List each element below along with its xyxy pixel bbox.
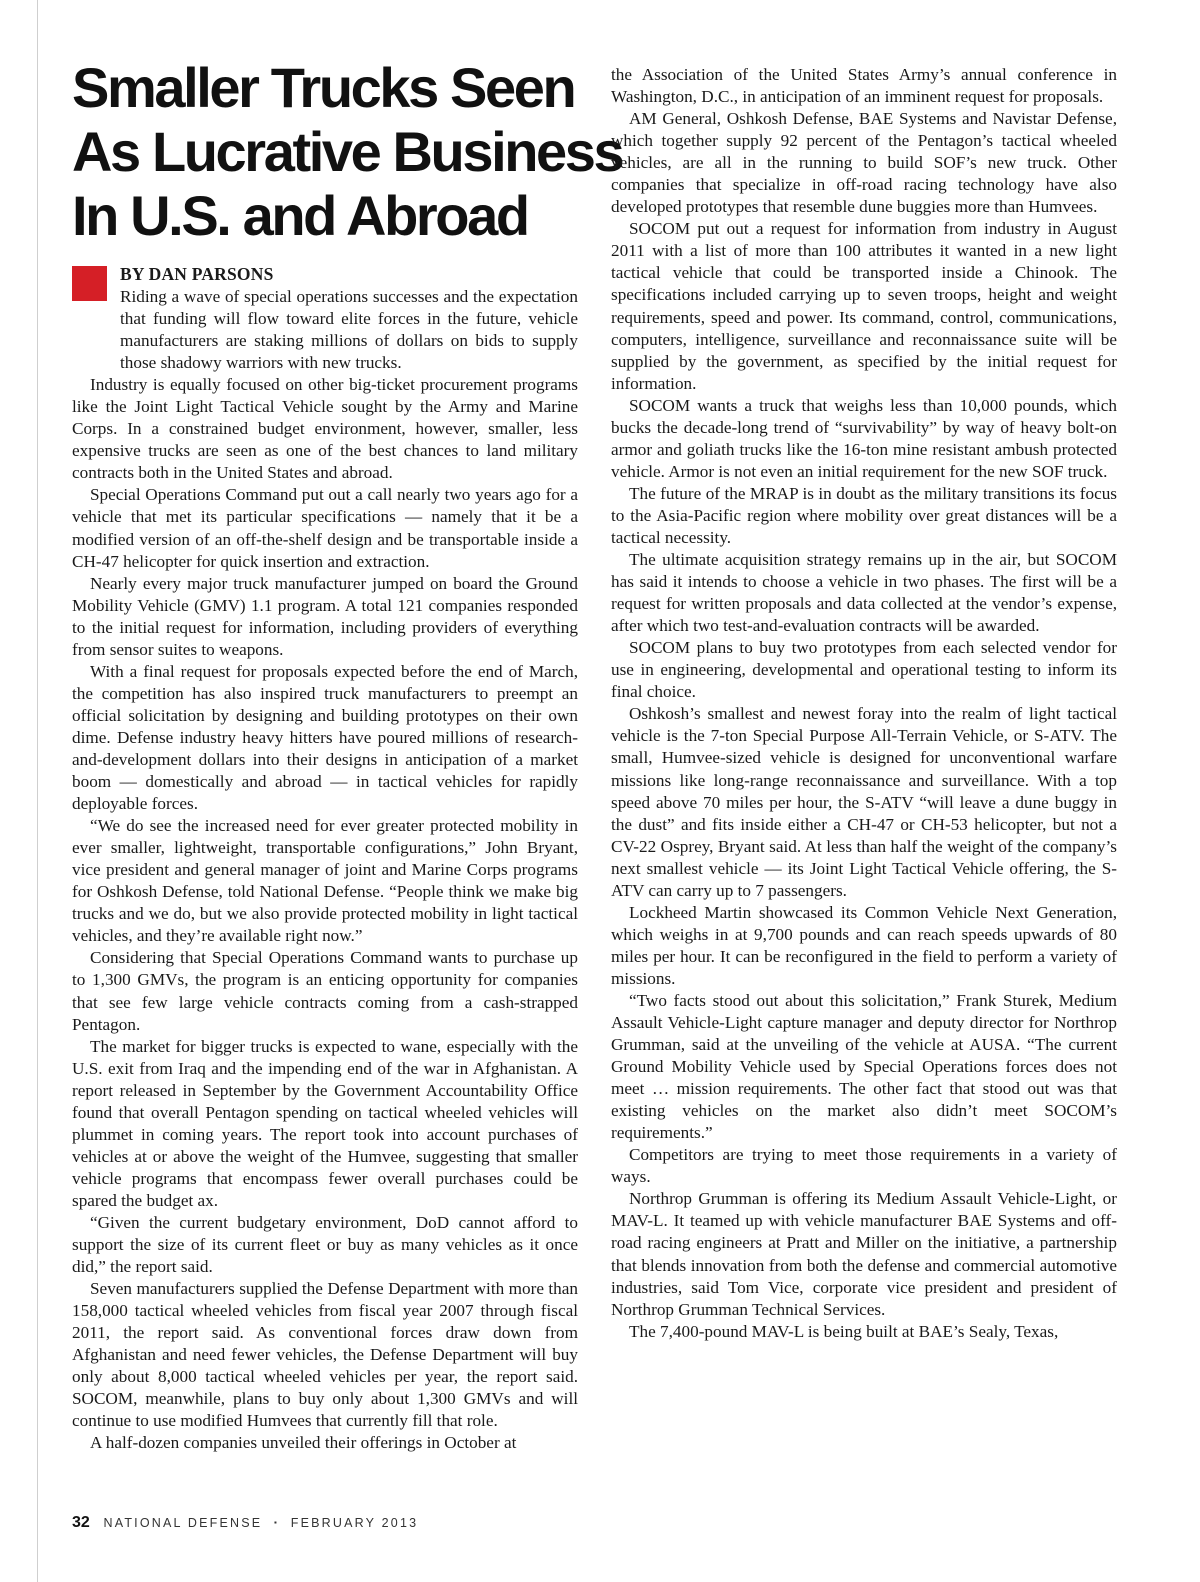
body-paragraph: The 7,400-pound MAV-L is being built at BAE’s Sealy, Texas, (629, 1321, 1059, 1341)
headline-line: In U.S. and Abroad (72, 184, 528, 247)
author-byline: BY DAN PARSONS (120, 264, 274, 284)
left-text-column (72, 262, 578, 1454)
body-paragraph: Riding a wave of special operations successes and the expectation that funding will flow toward elite forces in the future, vehicle manufacturers are staking millions of dollars on bids to supply those shadowy warriors with new trucks. (120, 287, 578, 373)
body-paragraph: The ultimate acquisition strategy remains up in the air, but SOCOM has said it intends to choose a vehicle in two phases. The first will be a request for written proposals and data collected at the vendor’s expense, after which two test-and-evaluation contracts will be awarded. (611, 550, 1117, 636)
body-paragraph: Lockheed Martin showcased its Common Vehicle Next Generation, which weighs in at 9,700 pounds and can reach speeds upwards of 80 miles per hour. It can be reconfigured in the field to perform a variety of missions. (611, 902, 1117, 988)
body-paragraph: the Association of the United States Army’s annual conference in Washington, D.C., in anticipation of an imminent request for proposals. (611, 65, 1117, 107)
body-paragraph: “Given the current budgetary environment, DoD cannot afford to support the size of its current fleet or buy as many vehicles as it once did,” the report said. (72, 1212, 578, 1277)
page-number: 32 (72, 1514, 90, 1531)
publication-name: NATIONAL DEFENSE (103, 1516, 263, 1530)
headline-line: As Lucrative Business (72, 120, 623, 183)
page-margin-rule (37, 0, 38, 1582)
body-paragraph: Nearly every major truck manufacturer jumped on board the Ground Mobility Vehicle (GMV) 1.1 program. A total 121 companies responded to the initial request for information, including providers of everything from sensor suites to weapons. (72, 573, 578, 659)
issue-date: FEBRUARY 2013 (290, 1516, 419, 1530)
body-paragraph: Competitors are trying to meet those requirements in a variety of ways. (611, 1145, 1117, 1187)
right-text-column (611, 64, 1117, 1343)
page-footer (72, 1514, 418, 1532)
body-paragraph: SOCOM plans to buy two prototypes from each selected vendor for use in engineering, developmental and operational testing to inform its final choice. (611, 638, 1117, 702)
footer-separator: ▪ (274, 1518, 280, 1527)
body-paragraph: Seven manufacturers supplied the Defense Department with more than 158,000 tactical wheeled vehicles from fiscal year 2007 through fiscal 2011, the report said. As conventional forces draw down from Afghanistan and need fewer vehicles, the Defense Department will buy only about 8,000 tactical wheeled vehicles per year, the report said. SOCOM, meanwhile, plans to buy only about 1,300 GMVs and will continue to use modified Humvees that currently fill that role. (72, 1279, 578, 1431)
byline-row (72, 262, 578, 286)
body-paragraph: Industry is equally focused on other big-ticket procurement programs like the Joint Light Tactical Vehicle sought by the Army and Marine Corps. In a constrained budget environment, however, smaller, less expensive trucks are seen as one of the best chances to land military contracts both in the United States and abroad. (72, 375, 578, 483)
body-paragraph: Oshkosh’s smallest and newest foray into the realm of light tactical vehicle is the 7-ton Special Purpose All-Terrain Vehicle, or S-ATV. The small, Humvee-sized vehicle is designed for unconventional warfare missions like long-range reconnaissance and surveillance. With a top speed above 70 miles per hour, the S-ATV “will leave a dune buggy in the dust” and fits inside either a CH-47 or CH-53 helicopter, but not a CV-22 Osprey, Bryant said. At less than half the weight of the company’s next smallest vehicle — its Joint Light Tactical Vehicle offering, the S-ATV can carry up to 7 passengers. (611, 704, 1117, 900)
body-paragraph: With a final request for proposals expected before the end of March, the competition has also inspired truck manufacturers to preempt an official solicitation by designing and building prototypes on their own dime. Defense industry heavy hitters have poured millions of research-and-development dollars into their designs in anticipation of a market boom — domestically and abroad — in tactical vehicles for rapidly deployable forces. (72, 661, 578, 814)
body-paragraph: A half-dozen companies unveiled their offerings in October at (90, 1433, 517, 1453)
body-paragraph: Northrop Grumman is offering its Medium Assault Vehicle-Light, or MAV-L. It teamed up with vehicle manufacturer BAE Systems and off-road racing engineers at Pratt and Miller on the initiative, a partnership that blends innovation from both the defense and commercial automotive industries, said Tom Vice, corporate vice president and president of Northrop Grumman Technical Services. (611, 1189, 1117, 1319)
body-paragraph: The future of the MRAP is in doubt as the military transitions its focus to the Asia-Pacific region where mobility over great distances will be a tactical necessity. (611, 483, 1117, 547)
body-paragraph: AM General, Oshkosh Defense, BAE Systems and Navistar Defense, which together supply 92 percent of the Pentagon’s tactical wheeled vehicles, are all in the running to build SOF’s new truck. Other companies that specialize in off-road racing technology have also developed prototypes that resemble dune buggies more than Humvees. (611, 109, 1117, 217)
body-paragraph: Considering that Special Operations Command wants to purchase up to 1,300 GMVs, the program is an enticing opportunity for companies that see few large vehicle contracts coming from a cash-strapped Pentagon. (72, 948, 578, 1034)
body-paragraph: “We do see the increased need for ever greater protected mobility in ever smaller, lightweight, transportable configurations,” John Bryant, vice president and general manager of joint and Marine Corps programs for Oshkosh Defense, told National Defense. “People think we make big trucks and we do, but we also provide protected mobility in light tactical vehicles, and they’re available right now.” (72, 816, 578, 946)
article-headline (72, 56, 623, 248)
body-paragraph: The market for bigger trucks is expected to wane, especially with the U.S. exit from Iraq and the impending end of the war in Afghanistan. A report released in September by the Government Accountability Office found that overall Pentagon spending on tactical wheeled vehicles will plummet in coming years. The report took into account purchases of vehicles at or above the weight of the Humvee, suggesting that smaller vehicle programs that encompass fewer overall purchases could be spared the budget ax. (72, 1036, 578, 1210)
headline-line: Smaller Trucks Seen (72, 56, 575, 119)
body-paragraph: SOCOM wants a truck that weighs less than 10,000 pounds, which bucks the decade-long trend of “survivability” by way of heavy bolt-on armor and goliath trucks like the 16-ton mine resistant ambush protected vehicle. Armor is not even an initial requirement for the new SOF truck. (611, 395, 1117, 481)
body-paragraph: “Two facts stood out about this solicitation,” Frank Sturek, Medium Assault Vehicle-Light capture manager and deputy director for Northrop Grumman, said at the unveiling of the vehicle at AUSA. “The current Ground Mobility Vehicle used by Special Operations forces does not meet … mission requirements. The other fact that stood out was that existing vehicles on the market also didn’t meet SOCOM’s requirements.” (611, 990, 1117, 1143)
body-paragraph: SOCOM put out a request for information from industry in August 2011 with a list of more than 100 attributes it wanted in a new light tactical vehicle that could be transported inside a Chinook. The specifications included carrying up to seven troops, height and weight requirements, speed and power. Its command, control, communications, computers, intelligence, surveillance and reconnaissance suite will be supplied by the government, as specified by the initial request for information. (611, 219, 1117, 393)
section-marker-square (72, 266, 107, 301)
body-paragraph: Special Operations Command put out a call nearly two years ago for a vehicle that met its particular specifications — namely that it be a modified version of an off-the-shelf design and be transportable inside a CH-47 helicopter for quick insertion and extraction. (72, 485, 578, 571)
